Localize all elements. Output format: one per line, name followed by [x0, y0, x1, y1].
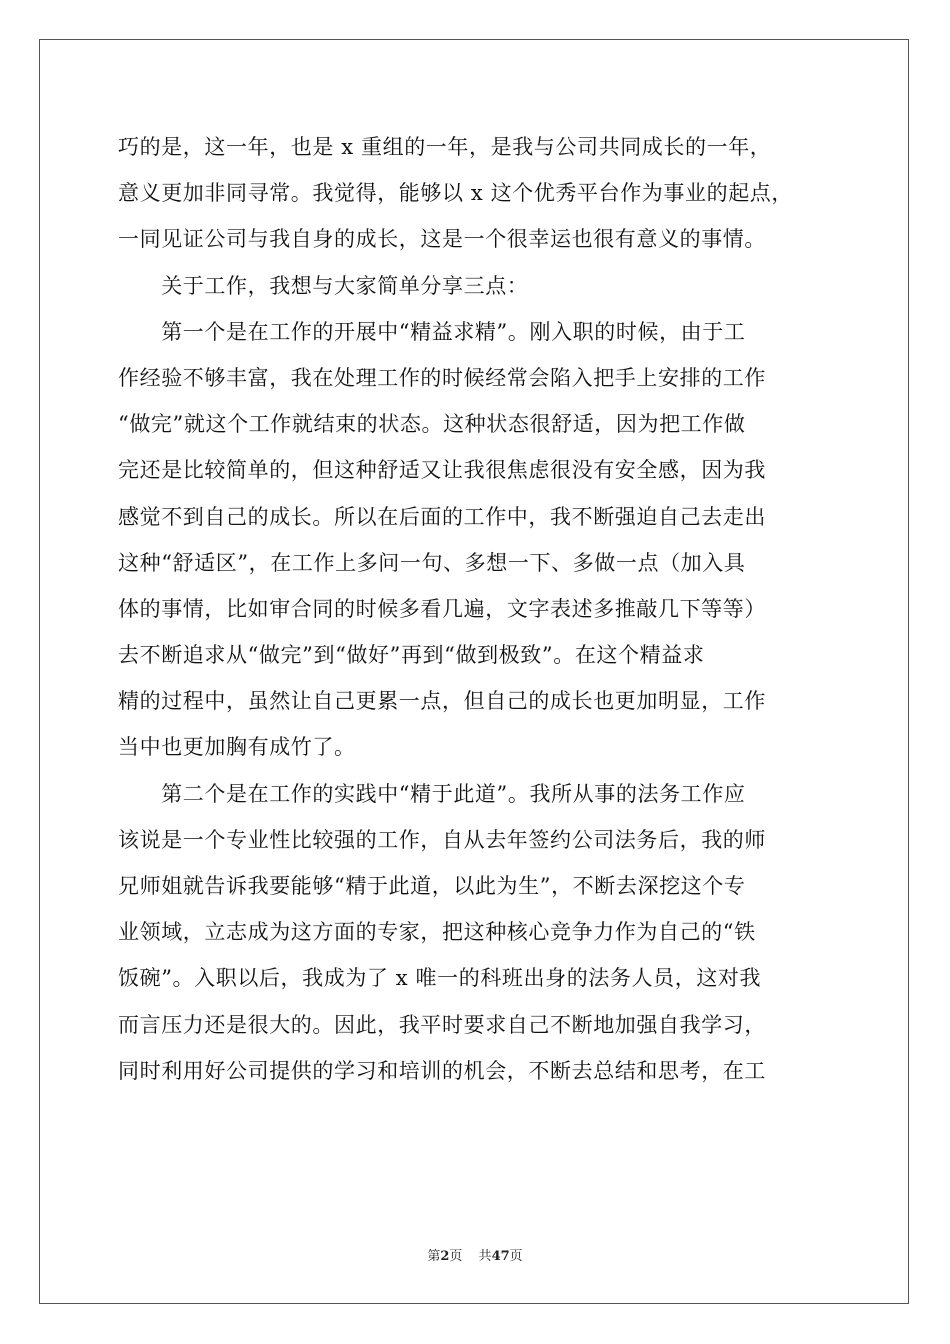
text-line: 第二个是在工作的实践中“精于此道”。我所从事的法务工作应 [118, 781, 746, 806]
text-line: 同时利用好公司提供的学习和培训的机会，不断去总结和思考，在工 [118, 1058, 766, 1083]
text-line: 作经验不够丰富，我在处理工作的时候经常会陷入把手上安排的工作 [118, 365, 766, 390]
text-line: 而言压力还是很大的。因此，我平时要求自己不断地加强自我学习， [118, 1012, 766, 1037]
text-line: 一同见证公司与我自身的成长，这是一个很幸运也很有意义的事情。 [118, 227, 766, 252]
page-unit: 页 [449, 1249, 463, 1264]
text-line: 当中也更加胸有成竹了。 [118, 735, 356, 760]
text-line: 第一个是在工作的开展中“精益求精”。刚入职的时候，由于工 [118, 319, 746, 344]
total-label: 共 [478, 1249, 492, 1264]
text-line: 巧的是，这一年，也是 x 重组的一年，是我与公司共同成长的一年， [118, 135, 772, 159]
total-unit: 页 [509, 1249, 523, 1264]
text-line: 关于工作，我想与大家简单分享三点： [118, 273, 529, 298]
text-line: 饭碗”。入职以后，我成为了 x 唯一的科班出身的法务人员，这对我 [118, 966, 762, 991]
page-number: 2 [440, 1249, 450, 1264]
text-line: 去不断追求从“做完”到“做好”再到“做到极致”。在这个精益求 [118, 643, 705, 668]
page-footer [0, 1245, 950, 1264]
text-line: 业领域，立志成为这方面的专家，把这种核心竞争力作为自己的“铁 [118, 920, 756, 945]
text-line: 该说是一个专业性比较强的工作，自从去年签约公司法务后，我的师 [118, 827, 766, 852]
page-label: 第 [427, 1249, 441, 1264]
text-line: “做完”就这个工作就结束的状态。这种状态很舒适，因为把工作做 [118, 412, 746, 437]
page-indicator [427, 1249, 462, 1264]
text-line: 这种“舒适区”，在工作上多问一句、多想一下、多做一点（加入具 [118, 550, 746, 575]
text-line: 完还是比较简单的，但这种舒适又让我很焦虑很没有安全感，因为我 [118, 458, 766, 483]
total-indicator [479, 1249, 523, 1264]
text-line: 体的事情，比如审合同的时候多看几遍，文字表述多推敲几下等等） [118, 596, 766, 621]
total-number: 47 [491, 1249, 510, 1264]
document-body [118, 124, 833, 1094]
text-line: 精的过程中，虽然让自己更累一点，但自己的成长也更加明显，工作 [118, 689, 766, 714]
text-line: 感觉不到自己的成长。所以在后面的工作中，我不断强迫自己去走出 [118, 504, 766, 529]
text-line: 兄师姐就告诉我要能够“精于此道，以此为生”，不断去深挖这个专 [118, 874, 746, 898]
text-line: 意义更加非同寻常。我觉得，能够以 x 这个优秀平台作为事业的起点， [118, 181, 793, 206]
